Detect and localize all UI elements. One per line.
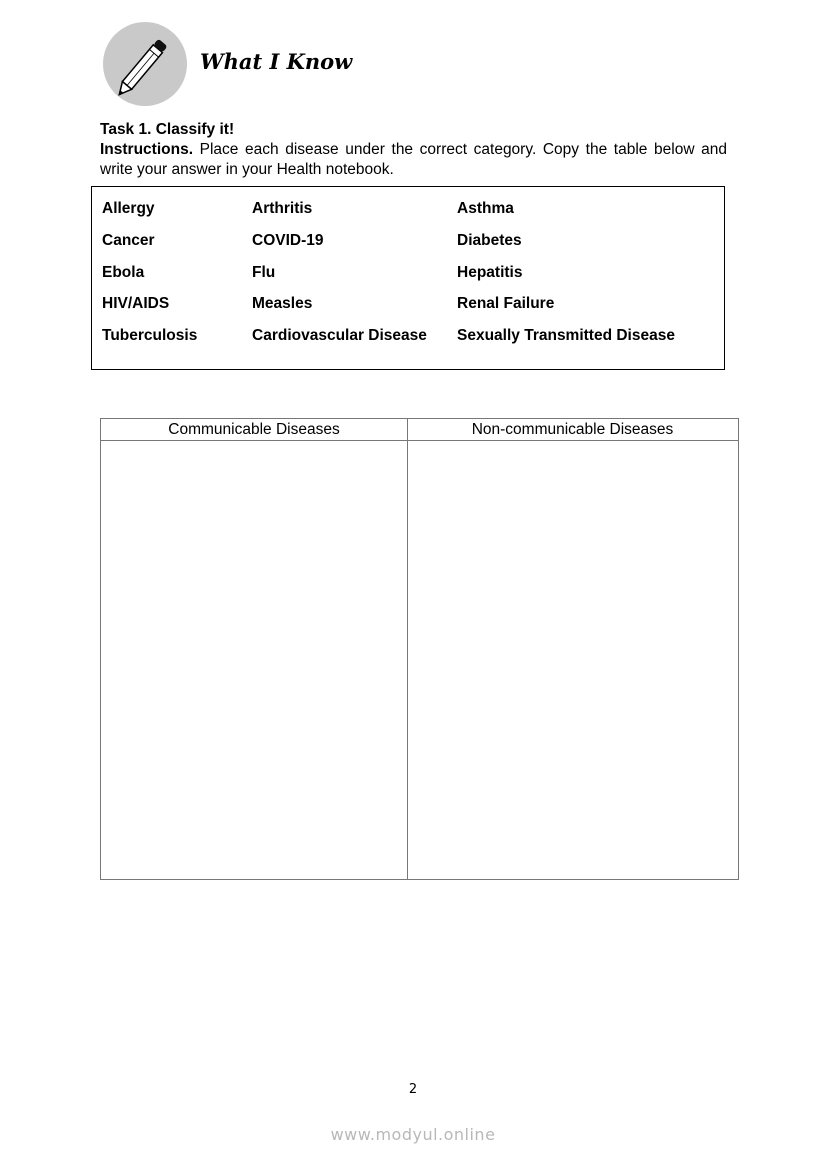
- instructions-text: Place each disease under the correct category. Copy the table below and write your answer in your Health notebook.: [100, 141, 727, 178]
- disease-item: Cancer: [102, 232, 155, 249]
- disease-item: Allergy: [102, 200, 155, 217]
- header-communicable: Communicable Diseases: [101, 419, 407, 441]
- disease-item: Tuberculosis: [102, 327, 198, 344]
- disease-item: Asthma: [457, 200, 514, 217]
- task-title: Task 1. Classify it!: [100, 121, 235, 138]
- section-title: What I Know: [200, 49, 353, 74]
- disease-item: Ebola: [102, 264, 145, 281]
- instructions: [100, 140, 727, 180]
- instructions-label: Instructions.: [100, 141, 194, 158]
- column-divider: [407, 419, 408, 879]
- answer-table: [100, 418, 739, 880]
- page-number: 2: [408, 1082, 418, 1097]
- disease-item: HIV/AIDS: [102, 295, 170, 312]
- disease-item: Renal Failure: [457, 295, 555, 312]
- disease-item: Measles: [252, 295, 313, 312]
- header-non-communicable: Non-communicable Diseases: [407, 419, 738, 441]
- disease-item: Flu: [252, 264, 276, 281]
- watermark: www.modyul.online: [330, 1125, 496, 1144]
- disease-item: COVID-19: [252, 232, 324, 249]
- pencil-icon: [103, 22, 187, 106]
- disease-item: Hepatitis: [457, 264, 523, 281]
- disease-item: Sexually Transmitted Disease: [457, 327, 675, 344]
- disease-item: Arthritis: [252, 200, 313, 217]
- disease-item: Diabetes: [457, 232, 522, 249]
- disease-item: Cardiovascular Disease: [252, 327, 427, 344]
